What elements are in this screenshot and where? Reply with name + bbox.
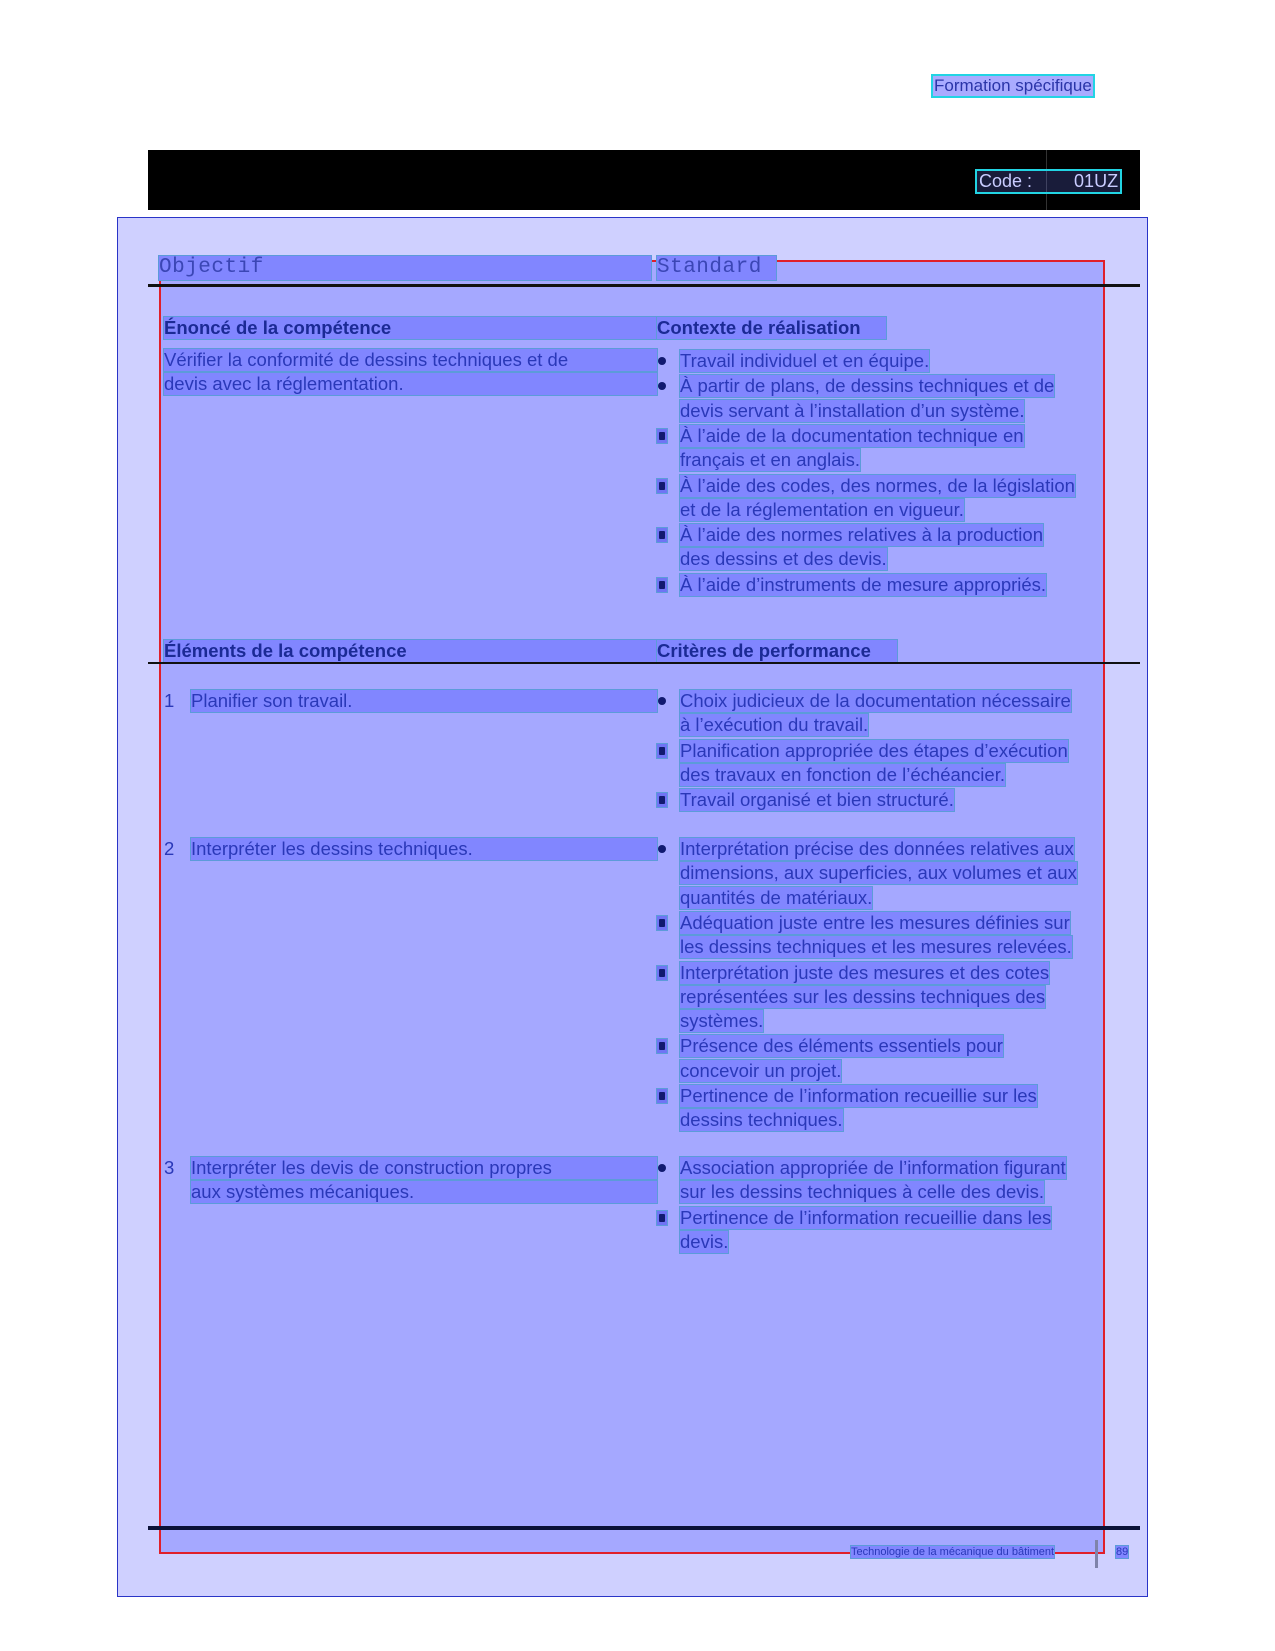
criterion-line: à l’exécution du travail. <box>680 714 869 735</box>
context-bullet-line: À l’aide des normes relatives à la production <box>680 524 1043 545</box>
element-number: 3 <box>164 1157 175 1178</box>
criterion-line: dimensions, aux superficies, aux volumes et aux <box>680 862 1077 883</box>
footer-rule <box>148 1526 1140 1530</box>
criterion-line: Choix judicieux de la documentation nécessaire <box>680 690 1071 711</box>
bullet-icon <box>657 479 667 493</box>
context-bullet-line: À l’aide de la documentation technique en <box>680 425 1024 446</box>
bullet-icon <box>657 528 667 542</box>
criterion-line: Planification appropriée des étapes d’exécution <box>680 740 1068 761</box>
element-number: 2 <box>164 838 175 859</box>
criterion-line: sur les dessins techniques à celle des devis. <box>680 1181 1045 1202</box>
bullet-icon <box>657 966 667 980</box>
criterion-line: systèmes. <box>680 1010 764 1031</box>
criterion-line: Adéquation juste entre les mesures définies sur <box>680 912 1070 933</box>
context-bullet-line: et de la réglementation en vigueur. <box>680 499 964 520</box>
criterion-line: Association appropriée de l’information figurant <box>680 1157 1066 1178</box>
element-text-line: Interpréter les dessins techniques. <box>191 838 657 860</box>
criterion-line: Pertinence de l’information recueillie dans les <box>680 1207 1052 1228</box>
bullet-icon <box>658 845 666 853</box>
content-area <box>159 260 1105 1554</box>
context-bullet-line: devis servant à l’installation d’un système. <box>680 400 1025 421</box>
bullet-icon <box>658 357 666 365</box>
context-bullet-line: À partir de plans, de dessins techniques et de <box>680 375 1055 396</box>
standard-column-title: Standard <box>657 256 776 280</box>
page-number: 89 <box>1116 1546 1129 1558</box>
criterion-line: quantités de matériaux. <box>680 887 873 908</box>
criteria-heading: Critères de performance <box>657 640 897 662</box>
context-bullet-line: À l’aide d’instruments de mesure appropriés. <box>680 574 1047 595</box>
bullet-icon <box>657 429 667 443</box>
bullet-icon <box>657 916 667 930</box>
elements-rule <box>148 662 1140 664</box>
criterion-line: dessins techniques. <box>680 1109 843 1130</box>
criterion-line: devis. <box>680 1231 729 1252</box>
criterion-line: Interprétation juste des mesures et des cotes <box>680 962 1050 983</box>
context-bullet-line: À l’aide des codes, des normes, de la législation <box>680 475 1075 496</box>
bullet-icon <box>657 744 667 758</box>
competency-code <box>977 171 1120 192</box>
context-bullet-line: Travail individuel et en équipe. <box>680 350 930 371</box>
objective-column-title: Objectif <box>159 256 651 280</box>
bullet-icon <box>658 697 666 705</box>
criterion-line: les dessins techniques et les mesures relevées. <box>680 936 1072 957</box>
bullet-icon <box>657 1089 667 1103</box>
footer-separator <box>1095 1540 1098 1568</box>
criterion-line: concevoir un projet. <box>680 1060 842 1081</box>
bullet-icon <box>657 793 667 807</box>
statement-heading: Énoncé de la compétence <box>164 317 657 339</box>
element-text-line: Interpréter les devis de construction propres <box>191 1157 657 1179</box>
context-heading: Contexte de réalisation <box>657 317 886 339</box>
program-label: Formation spécifique <box>934 76 1092 95</box>
bullet-icon <box>657 1039 667 1053</box>
code-label: Code : <box>979 171 1033 191</box>
footer-program: Technologie de la mécanique du bâtiment <box>851 1546 1055 1558</box>
bullet-icon <box>657 578 667 592</box>
elements-heading: Éléments de la compétence <box>164 640 657 662</box>
criterion-line: Travail organisé et bien structuré. <box>680 789 954 810</box>
element-text-line: aux systèmes mécaniques. <box>191 1181 657 1203</box>
statement-line-2: devis avec la réglementation. <box>164 373 657 395</box>
bullet-icon <box>657 1211 667 1225</box>
element-text-line: Planifier son travail. <box>191 690 657 712</box>
title-rule <box>148 284 1140 287</box>
context-bullet-line: des dessins et des devis. <box>680 548 887 569</box>
context-bullet-line: français et en anglais. <box>680 449 860 470</box>
criterion-line: Présence des éléments essentiels pour <box>680 1035 1003 1056</box>
criterion-line: des travaux en fonction de l’échéancier. <box>680 764 1005 785</box>
statement-line-1: Vérifier la conformité de dessins techniques et de <box>164 349 657 371</box>
criterion-line: représentées sur les dessins techniques des <box>680 986 1046 1007</box>
element-number: 1 <box>164 690 175 711</box>
criterion-line: Pertinence de l’information recueillie sur les <box>680 1085 1037 1106</box>
bullet-icon <box>658 1164 666 1172</box>
criterion-line: Interprétation précise des données relatives aux <box>680 838 1074 859</box>
code-value: 01UZ <box>1074 171 1119 191</box>
